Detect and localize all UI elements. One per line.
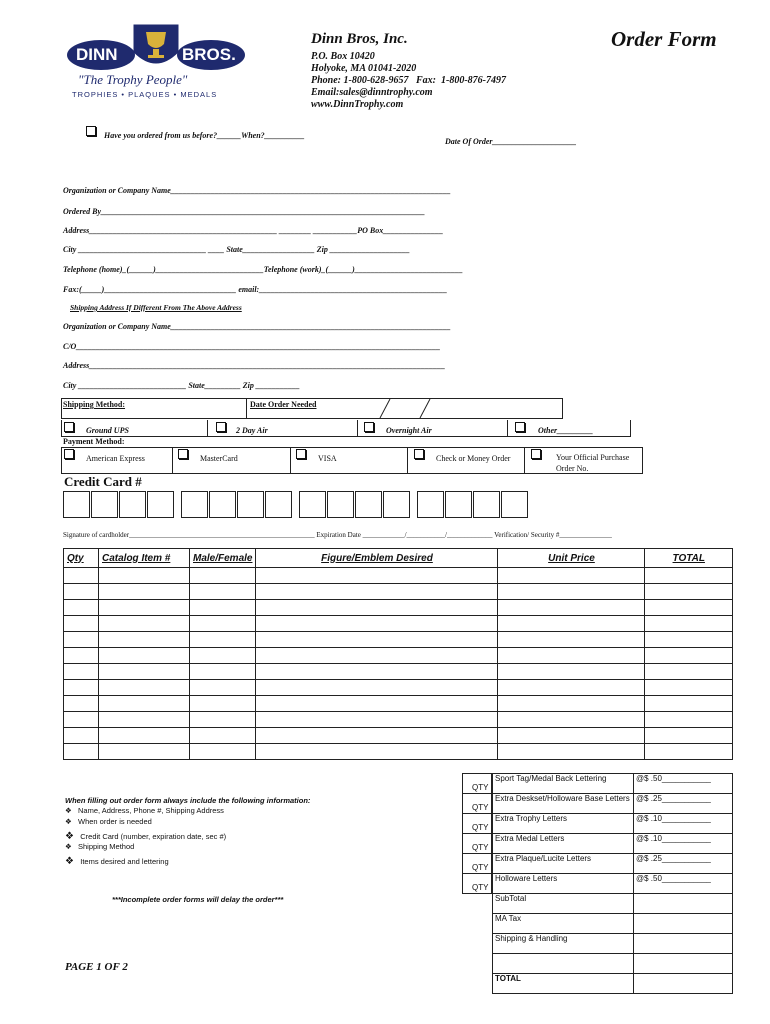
payment-method-label: Payment Method: — [63, 437, 125, 446]
table-cell[interactable] — [498, 664, 645, 680]
purchase-order-checkbox[interactable] — [531, 449, 541, 459]
total-label: Shipping & Handling — [493, 934, 634, 954]
table-header-row — [64, 549, 733, 568]
cc-digit-box[interactable] — [383, 491, 410, 518]
fee-row — [493, 774, 733, 794]
col-catalog-item: Catalog Item # — [99, 549, 190, 568]
table-cell[interactable] — [99, 680, 190, 696]
table-row — [64, 568, 733, 584]
fee-price[interactable]: @$ .25___________ — [634, 854, 733, 874]
order-items-table — [63, 548, 733, 760]
table-cell[interactable] — [99, 744, 190, 760]
table-cell[interactable] — [645, 568, 733, 584]
ship-org-field[interactable]: Organization or Company Name______________________________________________________________________ — [63, 322, 451, 331]
list-item: ❖ Credit Card (number, expiration date, sec #) — [65, 831, 227, 842]
logo-tagline: "The Trophy People" — [78, 72, 188, 87]
two-day-air-checkbox[interactable] — [216, 422, 226, 432]
cc-digit-box[interactable] — [119, 491, 146, 518]
cc-digit-box[interactable] — [473, 491, 500, 518]
fee-label: Extra Medal Letters — [493, 834, 634, 854]
table-cell[interactable] — [190, 680, 256, 696]
table-row — [64, 616, 733, 632]
table-cell[interactable] — [498, 696, 645, 712]
cc-digit-box[interactable] — [237, 491, 264, 518]
total-label — [493, 954, 634, 974]
table-cell[interactable] — [190, 712, 256, 728]
list-item: ❖ Items desired and lettering — [65, 856, 169, 867]
table-cell[interactable] — [99, 728, 190, 744]
table-cell[interactable] — [190, 744, 256, 760]
table-cell[interactable] — [190, 648, 256, 664]
table-row — [64, 696, 733, 712]
table-cell[interactable] — [498, 648, 645, 664]
fee-label: Holloware Letters — [493, 874, 634, 894]
fee-price[interactable]: @$ .50___________ — [634, 774, 733, 794]
fee-price[interactable]: @$ .10___________ — [634, 814, 733, 834]
ground-ups-label: Ground UPS — [86, 426, 129, 435]
diamond-bullet-icon: ❖ — [65, 856, 74, 867]
org-name-field[interactable]: Organization or Company Name______________________________________________________________________ — [63, 186, 451, 195]
table-cell[interactable] — [645, 680, 733, 696]
ship-city-field[interactable]: City ___________________________ State_________ Zip ___________ — [63, 381, 300, 390]
cc-digit-box[interactable] — [63, 491, 90, 518]
diamond-bullet-icon: ❖ — [65, 842, 72, 851]
table-cell[interactable] — [645, 664, 733, 680]
table-cell[interactable] — [256, 584, 498, 600]
company-pobox: P.O. Box 10420 — [311, 51, 375, 62]
table-cell[interactable] — [498, 600, 645, 616]
fee-price[interactable]: @$ .50___________ — [634, 874, 733, 894]
purchase-order-label: Your Official Purchase Order No. — [556, 453, 630, 473]
qty-label: QTY — [472, 803, 489, 812]
total-label: TOTAL — [493, 974, 634, 994]
fax-email-field[interactable]: Fax:(_____)_________________________________ email:_______________________________________________ — [63, 285, 448, 294]
table-cell[interactable] — [64, 664, 99, 680]
table-cell[interactable] — [645, 616, 733, 632]
table-cell[interactable] — [645, 648, 733, 664]
qty-label: QTY — [472, 823, 489, 832]
city-state-zip-field[interactable]: City ________________________________ ____ State__________________ Zip ____________________ — [63, 245, 410, 254]
table-cell[interactable] — [498, 568, 645, 584]
table-row — [64, 664, 733, 680]
fee-label: Sport Tag/Medal Back Lettering — [493, 774, 634, 794]
company-website: www.DinnTrophy.com — [311, 99, 404, 110]
fee-label: Extra Deskset/Holloware Base Letters — [493, 794, 634, 814]
fee-row — [493, 794, 733, 814]
cc-digit-box[interactable] — [355, 491, 382, 518]
check-money-order-label: Check or Money Order — [436, 454, 511, 463]
company-logo — [66, 22, 246, 102]
table-cell[interactable] — [645, 584, 733, 600]
table-row — [64, 728, 733, 744]
shipping-address-heading: Shipping Address If Different From The Above Address — [70, 303, 242, 312]
table-cell[interactable] — [190, 600, 256, 616]
qty-cell[interactable] — [462, 793, 492, 813]
table-cell[interactable] — [645, 744, 733, 760]
overnight-air-checkbox[interactable] — [364, 422, 374, 432]
col-male-female: Male/Female — [190, 549, 256, 568]
other-shipping-label[interactable]: Other_________ — [538, 426, 594, 435]
total-value[interactable] — [634, 934, 733, 954]
table-cell[interactable] — [99, 600, 190, 616]
mastercard-label: MasterCard — [200, 454, 238, 463]
table-row — [64, 680, 733, 696]
table-cell[interactable] — [190, 632, 256, 648]
cc-digit-box[interactable] — [501, 491, 528, 518]
list-item: ❖ Name, Address, Phone #, Shipping Address — [65, 806, 224, 815]
table-cell[interactable] — [498, 728, 645, 744]
cc-digit-box[interactable] — [299, 491, 326, 518]
fee-label: Extra Plaque/Lucite Letters — [493, 854, 634, 874]
table-cell[interactable] — [256, 616, 498, 632]
table-cell[interactable] — [99, 568, 190, 584]
col-qty: Qty — [64, 549, 99, 568]
check-money-order-checkbox[interactable] — [414, 449, 424, 459]
incomplete-warning: ***Incomplete order forms will delay the order*** — [112, 895, 284, 904]
date-of-order-field[interactable]: Date Of Order_____________________ — [445, 137, 577, 146]
ship-address-field[interactable]: Address_________________________________________________________________________________________ — [63, 361, 446, 370]
table-row — [64, 584, 733, 600]
fee-row — [493, 854, 733, 874]
ordered-by-field[interactable]: Ordered By_________________________________________________________________________________ — [63, 207, 425, 216]
table-row — [64, 632, 733, 648]
shipping-method-label: Shipping Method: — [63, 400, 126, 409]
company-city: Holyoke, MA 01041-2020 — [311, 63, 417, 74]
two-day-air-label: 2 Day Air — [236, 426, 268, 435]
qty-cell[interactable] — [462, 773, 492, 793]
qty-cell[interactable] — [462, 873, 492, 894]
amex-checkbox[interactable] — [64, 449, 74, 459]
fees-table — [492, 773, 733, 994]
qty-cell[interactable] — [462, 833, 492, 853]
diamond-bullet-icon: ❖ — [65, 831, 74, 842]
table-cell[interactable] — [64, 680, 99, 696]
col-total: TOTAL — [645, 549, 733, 568]
table-cell[interactable] — [64, 712, 99, 728]
table-cell[interactable] — [256, 728, 498, 744]
qty-cell[interactable] — [462, 813, 492, 833]
table-cell[interactable] — [64, 600, 99, 616]
table-cell[interactable] — [99, 616, 190, 632]
cc-digit-box[interactable] — [417, 491, 444, 518]
table-cell[interactable] — [256, 632, 498, 648]
fee-price[interactable]: @$ .25___________ — [634, 794, 733, 814]
table-cell[interactable] — [645, 632, 733, 648]
diamond-bullet-icon: ❖ — [65, 817, 72, 826]
cc-digit-box[interactable] — [445, 491, 472, 518]
table-cell[interactable] — [498, 712, 645, 728]
amex-label: American Express — [86, 454, 145, 463]
total-value[interactable] — [634, 954, 733, 974]
qty-label: QTY — [472, 783, 489, 792]
table-cell[interactable] — [256, 648, 498, 664]
table-row — [64, 648, 733, 664]
date-order-needed-label: Date Order Needed — [250, 400, 317, 409]
qty-label: QTY — [472, 843, 489, 852]
company-email: Email:sales@dinntrophy.com — [311, 87, 433, 98]
fee-row — [493, 814, 733, 834]
credit-card-label: Credit Card # — [64, 474, 142, 489]
fee-price[interactable]: @$ .10___________ — [634, 834, 733, 854]
table-row — [64, 600, 733, 616]
total-label: MA Tax — [493, 914, 634, 934]
cc-digit-box[interactable] — [265, 491, 292, 518]
table-cell[interactable] — [99, 712, 190, 728]
company-name: Dinn Bros, Inc. — [311, 31, 408, 47]
address-field[interactable]: Address_______________________________________________ ________ ___________PO Box_______________ — [63, 226, 444, 235]
table-cell[interactable] — [99, 584, 190, 600]
page-number: PAGE 1 OF 2 — [65, 961, 128, 973]
table-cell[interactable] — [645, 728, 733, 744]
table-cell[interactable] — [256, 744, 498, 760]
table-cell[interactable] — [256, 696, 498, 712]
table-cell[interactable] — [64, 728, 99, 744]
table-cell[interactable] — [190, 664, 256, 680]
instructions-list — [65, 806, 226, 867]
cc-digit-box[interactable] — [209, 491, 236, 518]
table-cell[interactable] — [64, 696, 99, 712]
table-cell[interactable] — [190, 696, 256, 712]
total-value[interactable] — [634, 894, 733, 914]
table-cell[interactable] — [64, 568, 99, 584]
table-cell[interactable] — [256, 568, 498, 584]
ship-co-field[interactable]: C/O___________________________________________________________________________________________ — [63, 342, 441, 351]
telephone-field[interactable]: Telephone (home)_(______)___________________________Telephone (work)_(______)___________________________ — [63, 265, 463, 274]
other-shipping-checkbox[interactable] — [515, 422, 525, 432]
cc-digit-box[interactable] — [327, 491, 354, 518]
qty-label: QTY — [472, 883, 489, 892]
table-row — [64, 744, 733, 760]
visa-checkbox[interactable] — [296, 449, 306, 459]
cc-digit-box[interactable] — [147, 491, 174, 518]
table-cell[interactable] — [256, 712, 498, 728]
list-item: ❖ When order is needed — [65, 817, 152, 826]
qty-column — [462, 773, 492, 894]
fee-row — [493, 874, 733, 894]
table-cell[interactable] — [64, 648, 99, 664]
visa-label: VISA — [318, 454, 337, 463]
table-cell[interactable] — [99, 632, 190, 648]
table-cell[interactable] — [645, 600, 733, 616]
table-cell[interactable] — [190, 568, 256, 584]
signature-expiration-line[interactable]: Signature of cardholder_____________________________________________________ Expiration Date ____________/___________/_____________ Verification/ Security #_______________ — [63, 531, 612, 539]
table-cell[interactable] — [99, 696, 190, 712]
table-cell[interactable] — [498, 632, 645, 648]
fee-label: Extra Trophy Letters — [493, 814, 634, 834]
total-row — [493, 974, 733, 994]
mastercard-checkbox[interactable] — [178, 449, 188, 459]
list-item: ❖ Shipping Method — [65, 842, 135, 851]
table-cell[interactable] — [64, 584, 99, 600]
cc-digit-box[interactable] — [91, 491, 118, 518]
total-value[interactable] — [634, 914, 733, 934]
table-cell[interactable] — [498, 616, 645, 632]
table-cell[interactable] — [64, 632, 99, 648]
total-row — [493, 914, 733, 934]
logo-right-text: BROS. — [182, 45, 236, 64]
col-figure-emblem: Figure/Emblem Desired — [256, 549, 498, 568]
company-phone: Phone: 1-800-628-9657 Fax: 1-800-876-7497 — [311, 75, 506, 86]
table-cell[interactable] — [498, 680, 645, 696]
table-cell[interactable] — [64, 744, 99, 760]
ground-ups-checkbox[interactable] — [64, 422, 74, 432]
table-cell[interactable] — [498, 584, 645, 600]
total-row — [493, 954, 733, 974]
total-label: SubTotal — [493, 894, 634, 914]
table-cell[interactable] — [256, 664, 498, 680]
fee-row — [493, 834, 733, 854]
table-cell[interactable] — [190, 584, 256, 600]
table-cell[interactable] — [99, 648, 190, 664]
qty-cell[interactable] — [462, 853, 492, 873]
table-row — [64, 712, 733, 728]
table-cell[interactable] — [190, 616, 256, 632]
table-cell[interactable] — [99, 664, 190, 680]
total-row — [493, 934, 733, 954]
table-cell[interactable] — [256, 600, 498, 616]
total-value[interactable] — [634, 974, 733, 994]
table-cell[interactable] — [498, 744, 645, 760]
total-row — [493, 894, 733, 914]
ordered-before-checkbox[interactable] — [86, 126, 96, 136]
table-cell[interactable] — [256, 680, 498, 696]
qty-label: QTY — [472, 863, 489, 872]
overnight-air-label: Overnight Air — [386, 426, 432, 435]
table-cell[interactable] — [645, 696, 733, 712]
form-title: Order Form — [611, 27, 717, 51]
cc-digit-box[interactable] — [181, 491, 208, 518]
col-unit-price: Unit Price — [498, 549, 645, 568]
logo-left-text: DINN — [76, 45, 118, 64]
ordered-before-field[interactable]: Have you ordered from us before?______When?__________ — [104, 131, 305, 140]
table-cell[interactable] — [64, 616, 99, 632]
instructions-heading: When filling out order form always include the following information: — [65, 796, 311, 805]
table-cell[interactable] — [645, 712, 733, 728]
logo-services: TROPHIES • PLAQUES • MEDALS — [72, 90, 218, 99]
diamond-bullet-icon: ❖ — [65, 806, 72, 815]
table-cell[interactable] — [190, 728, 256, 744]
